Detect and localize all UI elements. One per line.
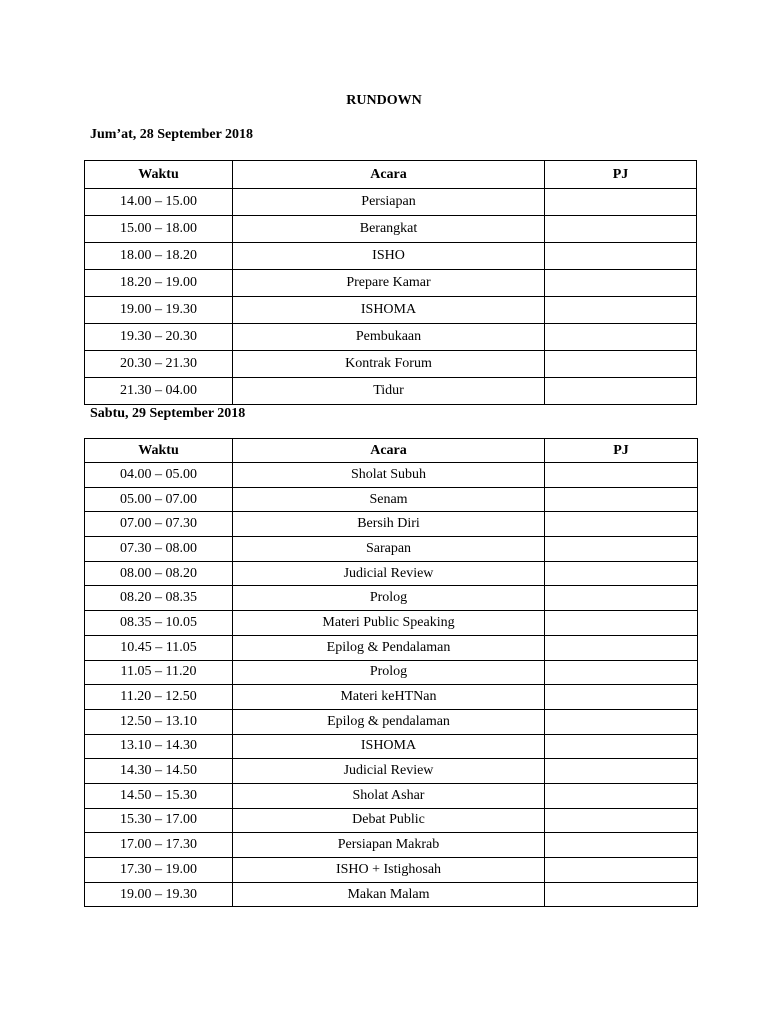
event-cell: ISHO [233, 243, 545, 270]
event-cell: Tidur [233, 378, 545, 405]
table-row [85, 709, 698, 734]
header-waktu: Waktu [85, 161, 233, 189]
time-cell: 19.00 – 19.30 [85, 297, 233, 324]
pj-cell [545, 243, 697, 270]
event-cell: Pembukaan [233, 324, 545, 351]
pj-cell [545, 487, 698, 512]
table-row [85, 216, 697, 243]
time-cell: 08.20 – 08.35 [85, 586, 233, 611]
event-cell: Prolog [233, 586, 545, 611]
header-pj: PJ [545, 439, 698, 463]
table-row [85, 611, 698, 636]
pj-cell [545, 586, 698, 611]
table-row [85, 808, 698, 833]
table-header-row [85, 439, 698, 463]
event-cell: Makan Malam [233, 882, 545, 907]
table-row [85, 882, 698, 907]
pj-cell [545, 759, 698, 784]
event-cell: Bersih Diri [233, 512, 545, 537]
time-cell: 12.50 – 13.10 [85, 709, 233, 734]
table-row [85, 858, 698, 883]
table-header-row [85, 161, 697, 189]
time-cell: 15.00 – 18.00 [85, 216, 233, 243]
pj-cell [545, 783, 698, 808]
event-cell: Materi Public Speaking [233, 611, 545, 636]
pj-cell [545, 216, 697, 243]
time-cell: 08.00 – 08.20 [85, 561, 233, 586]
table-row [85, 783, 698, 808]
table-row [85, 759, 698, 784]
event-cell: Prolog [233, 660, 545, 685]
table-row [85, 487, 698, 512]
time-cell: 11.20 – 12.50 [85, 685, 233, 710]
pj-cell [545, 512, 698, 537]
event-cell: Materi keHTNan [233, 685, 545, 710]
event-cell: Sarapan [233, 537, 545, 562]
pj-cell [545, 882, 698, 907]
pj-cell [545, 709, 698, 734]
time-cell: 21.30 – 04.00 [85, 378, 233, 405]
event-cell: Berangkat [233, 216, 545, 243]
table-row [85, 270, 697, 297]
time-cell: 08.35 – 10.05 [85, 611, 233, 636]
event-cell: Epilog & pendalaman [233, 709, 545, 734]
table-row [85, 833, 698, 858]
pj-cell [545, 378, 697, 405]
event-cell: Judicial Review [233, 759, 545, 784]
time-cell: 20.30 – 21.30 [85, 351, 233, 378]
event-cell: ISHOMA [233, 734, 545, 759]
table-row [85, 734, 698, 759]
time-cell: 18.00 – 18.20 [85, 243, 233, 270]
table-row [85, 586, 698, 611]
pj-cell [545, 611, 698, 636]
pj-cell [545, 297, 697, 324]
time-cell: 18.20 – 19.00 [85, 270, 233, 297]
pj-cell [545, 734, 698, 759]
event-cell: Epilog & Pendalaman [233, 635, 545, 660]
time-cell: 05.00 – 07.00 [85, 487, 233, 512]
pj-cell [545, 833, 698, 858]
header-acara: Acara [233, 161, 545, 189]
time-cell: 15.30 – 17.00 [85, 808, 233, 833]
pj-cell [545, 537, 698, 562]
time-cell: 07.30 – 08.00 [85, 537, 233, 562]
time-cell: 07.00 – 07.30 [85, 512, 233, 537]
day2-heading: Sabtu, 29 September 2018 [90, 406, 246, 421]
time-cell: 14.50 – 15.30 [85, 783, 233, 808]
event-cell: ISHO + Istighosah [233, 858, 545, 883]
table-row [85, 512, 698, 537]
pj-cell [545, 463, 698, 488]
table-row [85, 378, 697, 405]
event-cell: Senam [233, 487, 545, 512]
time-cell: 19.00 – 19.30 [85, 882, 233, 907]
time-cell: 14.00 – 15.00 [85, 189, 233, 216]
event-cell: Kontrak Forum [233, 351, 545, 378]
pj-cell [545, 351, 697, 378]
pj-cell [545, 189, 697, 216]
time-cell: 04.00 – 05.00 [85, 463, 233, 488]
event-cell: ISHOMA [233, 297, 545, 324]
time-cell: 13.10 – 14.30 [85, 734, 233, 759]
table-row [85, 537, 698, 562]
header-pj: PJ [545, 161, 697, 189]
time-cell: 14.30 – 14.50 [85, 759, 233, 784]
header-waktu: Waktu [85, 439, 233, 463]
event-cell: Judicial Review [233, 561, 545, 586]
event-cell: Debat Public [233, 808, 545, 833]
table-row [85, 660, 698, 685]
pj-cell [545, 808, 698, 833]
day2-schedule-table [84, 438, 698, 907]
time-cell: 19.30 – 20.30 [85, 324, 233, 351]
event-cell: Persiapan Makrab [233, 833, 545, 858]
pj-cell [545, 685, 698, 710]
header-acara: Acara [233, 439, 545, 463]
pj-cell [545, 635, 698, 660]
time-cell: 11.05 – 11.20 [85, 660, 233, 685]
pj-cell [545, 561, 698, 586]
event-cell: Prepare Kamar [233, 270, 545, 297]
event-cell: Sholat Ashar [233, 783, 545, 808]
table-row [85, 324, 697, 351]
event-cell: Sholat Subuh [233, 463, 545, 488]
event-cell: Persiapan [233, 189, 545, 216]
time-cell: 10.45 – 11.05 [85, 635, 233, 660]
table-row [85, 635, 698, 660]
time-cell: 17.00 – 17.30 [85, 833, 233, 858]
day1-heading: Jum’at, 28 September 2018 [90, 127, 254, 142]
time-cell: 17.30 – 19.00 [85, 858, 233, 883]
page-title: RUNDOWN [346, 93, 422, 108]
table-row [85, 351, 697, 378]
table-row [85, 685, 698, 710]
table-row [85, 243, 697, 270]
table-row [85, 561, 698, 586]
pj-cell [545, 660, 698, 685]
table-row [85, 189, 697, 216]
day1-schedule-table [84, 160, 697, 405]
table-row [85, 297, 697, 324]
pj-cell [545, 858, 698, 883]
pj-cell [545, 324, 697, 351]
pj-cell [545, 270, 697, 297]
table-row [85, 463, 698, 488]
